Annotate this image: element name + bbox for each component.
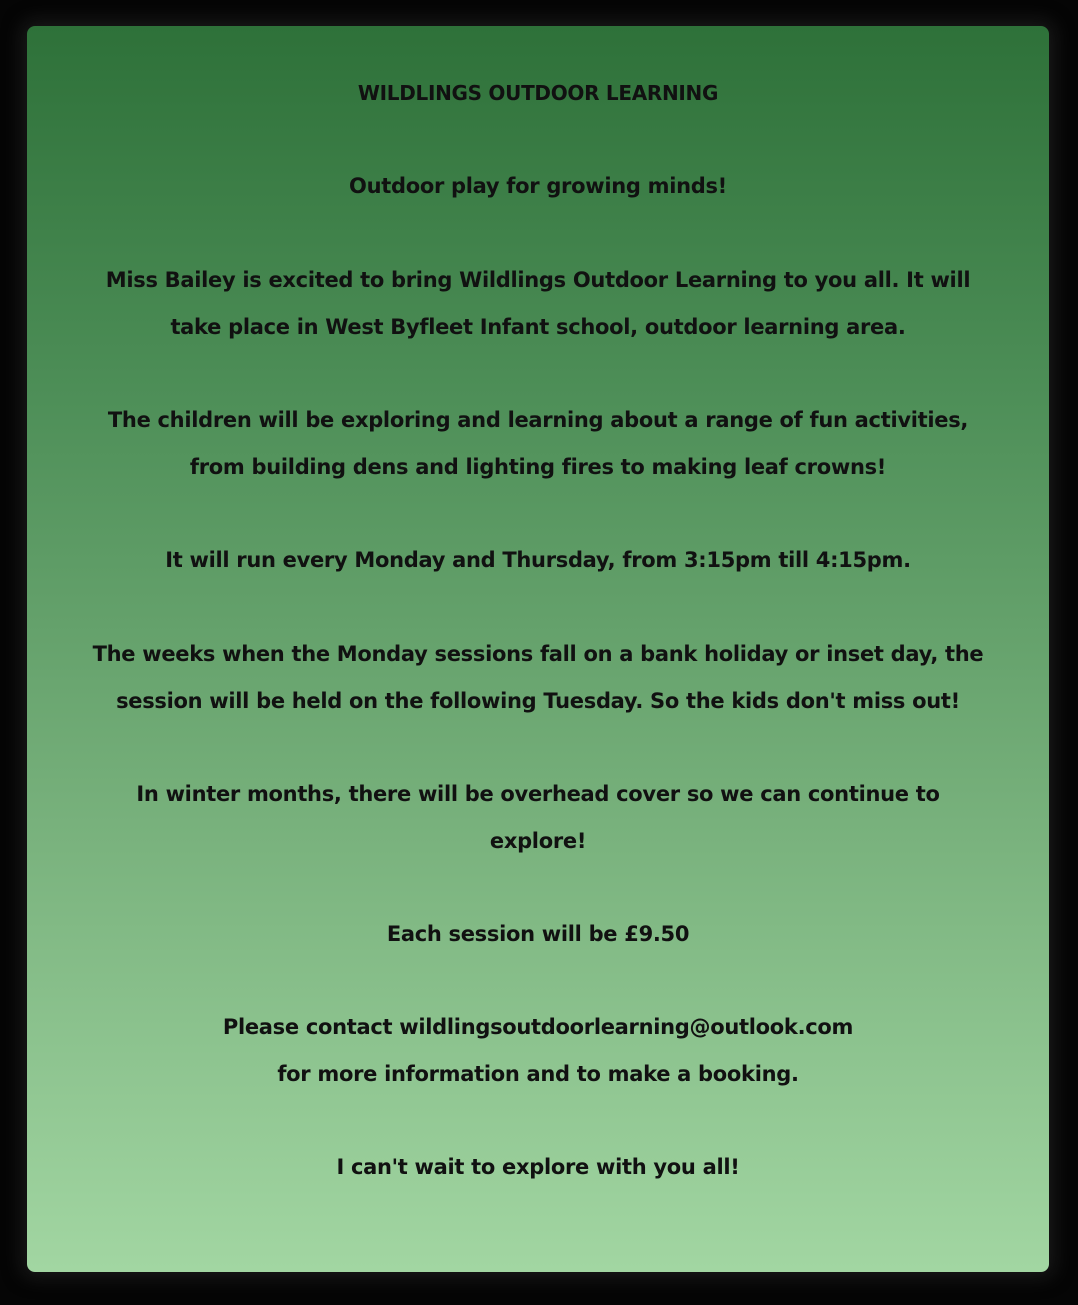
winter-paragraph <box>27 771 1049 865</box>
intro-paragraph <box>27 257 1049 351</box>
activities-paragraph <box>27 397 1049 491</box>
tagline-block <box>27 163 1049 210</box>
holiday-line-2: session will be held on the following Tuesday. So the kids don't miss out! <box>116 689 960 713</box>
schedule-paragraph <box>27 537 1049 584</box>
flyer-title: WILDLINGS OUTDOOR LEARNING <box>357 81 719 105</box>
activities-line-1: The children will be exploring and learning about a range of fun activities, <box>107 408 969 432</box>
winter-line-1: In winter months, there will be overhead cover so we can continue to <box>136 782 940 806</box>
price-line: Each session will be £9.50 <box>386 922 690 946</box>
closing-paragraph <box>27 1144 1049 1191</box>
price-paragraph <box>27 911 1049 958</box>
winter-line-2: explore! <box>489 829 587 853</box>
schedule-line: It will run every Monday and Thursday, from 3:15pm till 4:15pm. <box>165 548 911 572</box>
intro-line-1: Miss Bailey is excited to bring Wildlings Outdoor Learning to you all. It will <box>105 268 971 292</box>
intro-line-2: take place in West Byfleet Infant school, outdoor learning area. <box>170 315 906 339</box>
contact-line-1: Please contact wildlingsoutdoorlearning@outlook.com <box>222 1015 854 1039</box>
activities-line-2: from building dens and lighting fires to making leaf crowns! <box>189 455 887 479</box>
flyer-title-block <box>27 70 1049 117</box>
contact-line-2: for more information and to make a booking. <box>277 1062 799 1086</box>
contact-paragraph <box>27 1004 1049 1098</box>
tagline: Outdoor play for growing minds! <box>349 174 727 198</box>
holiday-paragraph <box>27 631 1049 725</box>
holiday-line-1: The weeks when the Monday sessions fall on a bank holiday or inset day, the <box>92 642 984 666</box>
closing-line: I can't wait to explore with you all! <box>336 1155 740 1179</box>
flyer-card <box>27 26 1049 1272</box>
